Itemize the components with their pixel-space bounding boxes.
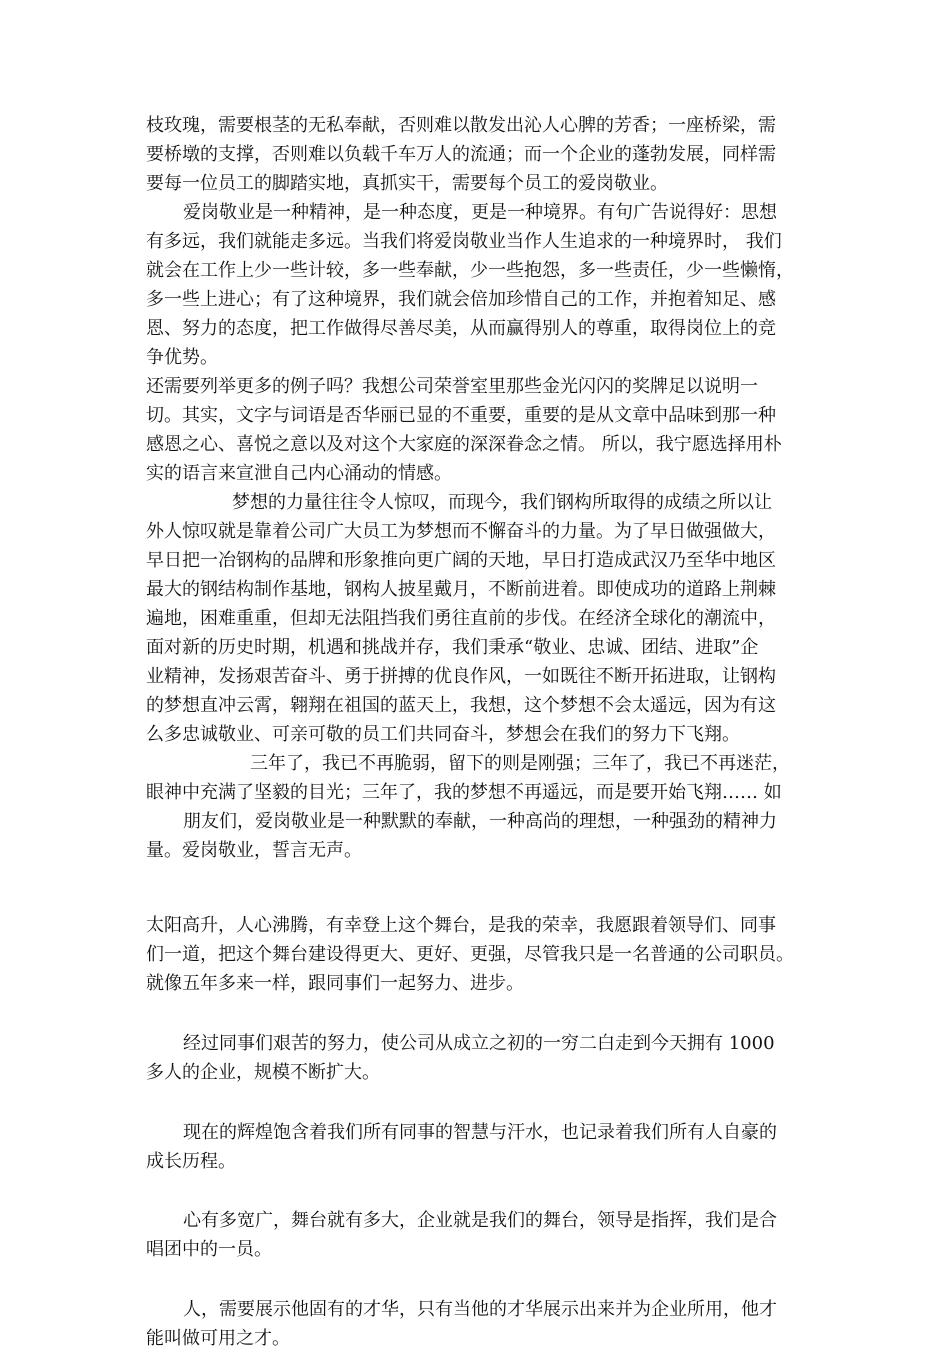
text-line: 切。其实，文字与词语是否华丽已显的不重要，重要的是从文章中品味到那一种 [146,405,776,426]
text-line: 最大的钢结构制作基地，钢构人披星戴月，不断前进着。即使成功的道路上荆棘 [146,579,776,600]
text-line: 人，需要展示他固有的才华，只有当他的才华展示出来并为企业所用，他才 [183,1299,777,1320]
text-line: 多一些上进心；有了这种境界，我们就会倍加珍惜自己的工作，并抱着知足、感 [146,289,776,310]
text-line: 太阳高升，人心沸腾，有幸登上这个舞台，是我的荣幸，我愿跟着领导们、同事 [146,915,776,936]
text-line: 感恩之心、喜悦之意以及对这个大家庭的深深眷念之情。 所以，我宁愿选择用朴 [146,434,782,455]
text-line: 经过同事们艰苦的努力，使公司从成立之初的一穷二白走到今天拥有 1000 [183,1033,775,1054]
text-line: 遍地，困难重重，但却无法阻挡我们勇往直前的步伐。在经济全球化的潮流中， [146,608,776,629]
text-line: 心有多宽广，舞台就有多大，企业就是我们的舞台，领导是指挥，我们是合 [183,1210,777,1231]
text-line: 业精神，发扬艰苦奋斗、勇于拼搏的优良作风，一如既往不断开拓进取，让钢构 [146,666,776,687]
text-line: 量。爱岗敬业，誓言无声。 [146,840,362,861]
text-line: 要桥墩的支撑，否则难以负载千车万人的流通；而一个企业的蓬勃发展，同样需 [146,144,776,165]
text-line: 恩、努力的态度，把工作做得尽善尽美，从而赢得别人的尊重，取得岗位上的竞 [146,318,776,339]
text-line: 要每一位员工的脚踏实地，真抓实干，需要每个员工的爱岗敬业。 [146,173,668,194]
text-line: 们一道，把这个舞台建设得更大、更好、更强，尽管我只是一名普通的公司职员。 [146,944,794,965]
text-line: 实的语言来宣泄自己内心涌动的情感。 [146,463,452,484]
text-line: 就像五年多来一样，跟同事们一起努力、进步。 [146,973,524,994]
text-line: 有多远，我们就能走多远。当我们将爱岗敬业当作人生追求的一种境界时， 我们 [146,231,782,252]
text-line: 三年了，我已不再脆弱，留下的则是刚强；三年了，我已不再迷茫， [250,753,790,774]
text-line: 爱岗敬业是一种精神，是一种态度，更是一种境界。有句广告说得好：思想 [183,202,777,223]
text-line: 梦想的力量往往令人惊叹，而现今，我们钢构所取得的成绩之所以让 [232,492,772,513]
text-line: 早日把一冶钢构的品牌和形象推向更广阔的天地，早日打造成武汉乃至华中地区 [146,550,776,571]
text-line: 争优势。 [146,347,218,368]
text-line: 么多忠诚敬业、可亲可敬的员工们共同奋斗，梦想会在我们的努力下飞翔。 [146,724,740,745]
text-line: 能叫做可用之才。 [146,1328,290,1349]
text-line: 就会在工作上少一些计较，多一些奉献，少一些抱怨，多一些责任，少一些懒惰， [146,260,794,281]
text-line: 唱团中的一员。 [146,1239,272,1260]
text-line: 还需要列举更多的例子吗？我想公司荣誉室里那些金光闪闪的奖牌足以说明一 [146,376,758,397]
text-line: 的梦想直冲云霄，翱翔在祖国的蓝天上，我想，这个梦想不会太遥远，因为有这 [146,695,776,716]
text-line: 朋友们，爱岗敬业是一种默默的奉献，一种高尚的理想，一种强劲的精神力 [183,811,777,832]
text-line: 面对新的历史时期，机遇和挑战并存，我们秉承“敬业、忠诚、团结、进取”企 [146,637,759,658]
text-line: 外人惊叹就是靠着公司广大员工为梦想而不懈奋斗的力量。为了早日做强做大， [146,521,776,542]
text-line: 成长历程。 [146,1151,236,1172]
text-line: 眼神中充满了坚毅的目光；三年了，我的梦想不再遥远，而是要开始飞翔…… 如 [146,782,782,803]
text-line: 枝玫瑰，需要根茎的无私奉献，否则难以散发出沁人心脾的芳香；一座桥梁，需 [146,115,776,136]
text-line: 现在的辉煌饱含着我们所有同事的智慧与汗水，也记录着我们所有人自豪的 [183,1122,777,1143]
text-line: 多人的企业，规模不断扩大。 [146,1062,380,1083]
